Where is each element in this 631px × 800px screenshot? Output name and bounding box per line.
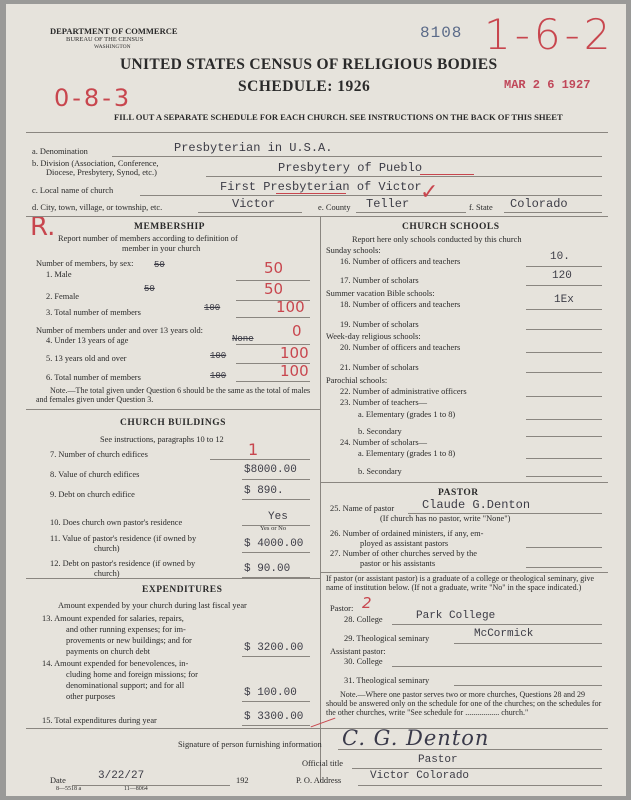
q16-label: 16. Number of officers and teachers	[340, 257, 461, 266]
divider	[26, 578, 320, 579]
weekday-label: Week-day religious schools:	[326, 332, 421, 341]
denomination-value: Presbyterian in U.S.A.	[174, 141, 333, 155]
underline	[356, 212, 466, 213]
underline	[504, 212, 602, 213]
q14-label-2: cluding home and foreign missions; for	[66, 670, 198, 679]
underline	[526, 285, 602, 286]
pastor-mark: 2	[362, 594, 372, 612]
q9-label: 9. Debt on church edifice	[50, 490, 135, 499]
q8-value: $8000.00	[244, 464, 297, 476]
q26-label-2: ployed as assistant pastors	[360, 539, 449, 548]
schools-subtitle: Report here only schools conducted by this church	[352, 235, 522, 244]
underline	[242, 701, 310, 702]
underline	[242, 725, 310, 726]
schedule-title: SCHEDULE: 1926	[238, 78, 371, 95]
q3-label: 3. Total number of members	[46, 308, 141, 317]
underline	[198, 212, 302, 213]
q28-label: 28. College	[344, 615, 383, 624]
q7-value: 1	[248, 440, 259, 459]
q21-label: 21. Number of scholars	[340, 363, 419, 372]
underline	[526, 372, 602, 373]
bureau-label: BUREAU OF THE CENSUS	[66, 36, 144, 43]
division-value: Presbytery of Pueblo	[278, 161, 423, 175]
underline	[242, 479, 310, 480]
state-value: Colorado	[510, 197, 568, 211]
divider	[26, 728, 608, 729]
q20-label: 20. Number of officers and teachers	[340, 343, 461, 352]
po-address-value: Victor Colorado	[370, 770, 470, 782]
underline	[242, 656, 310, 657]
q4-label: 4. Under 13 years of age	[46, 336, 129, 345]
po-address-label: P. O. Address	[296, 776, 342, 785]
q26-label: 26. Number of ordained ministers, if any, em-	[330, 529, 484, 538]
underline	[352, 768, 602, 769]
schools-title: CHURCH SCHOOLS	[402, 222, 500, 232]
expenditures-title: EXPENDITURES	[142, 585, 223, 595]
sunday-label: Sunday schools:	[326, 246, 381, 255]
underline	[392, 624, 602, 625]
q6-original: 100	[210, 371, 227, 381]
red-underline	[276, 193, 346, 194]
q6-label: 6. Total number of members	[46, 373, 141, 382]
q13-label-3: provements or new buildings; and for	[66, 636, 192, 645]
by-sex-label: Number of members, by sex:	[36, 259, 134, 268]
underline	[526, 396, 602, 397]
pastor-label: Pastor:	[330, 604, 354, 613]
city-label: WASHINGTON	[94, 44, 131, 50]
q13-label-2: and other running expenses; for im-	[66, 625, 186, 634]
census-schedule-sheet	[6, 4, 626, 796]
handwritten-r: R.	[30, 212, 56, 242]
underline	[242, 499, 310, 500]
q31-label: 31. Theological seminary	[344, 676, 430, 685]
divider	[26, 409, 320, 410]
signature-label: Signature of person furnishing information	[178, 740, 322, 749]
q1-value: 50	[264, 259, 284, 277]
divider	[320, 482, 608, 483]
q23b-label: b. Secondary	[358, 427, 402, 436]
q13-label-1: 13. Amount expended for salaries, repairs,	[42, 614, 184, 623]
divider	[320, 572, 608, 573]
official-title-label: Official title	[302, 759, 344, 768]
q4-original: None	[232, 334, 254, 344]
underline	[526, 309, 602, 310]
city-value: Victor	[232, 197, 276, 211]
stamp-number: 8108	[420, 24, 463, 42]
q6-value: 100	[280, 362, 309, 380]
q12-label-2: church)	[94, 569, 120, 578]
q23a-label: a. Elementary (grades 1 to 8)	[358, 410, 456, 419]
underline	[526, 352, 602, 353]
underline	[526, 476, 602, 477]
print-code: 11—8064	[124, 786, 148, 792]
q14-label-1: 14. Amount expended for benevolences, in-	[42, 659, 189, 668]
signature: C. G. Denton	[342, 726, 490, 750]
q12-value: $ 90.00	[244, 563, 291, 575]
buildings-subtitle: See instructions, paragraphs 10 to 12	[100, 435, 224, 444]
form-title: UNITED STATES CENSUS OF RELIGIOUS BODIES	[120, 56, 498, 73]
red-check-mark: ✓	[420, 180, 439, 205]
underline	[392, 666, 602, 667]
q11-value: $ 4000.00	[244, 538, 304, 550]
q17-label: 17. Number of scholars	[340, 276, 419, 285]
underline	[526, 329, 602, 330]
underline	[206, 176, 602, 177]
instruction-line: FILL OUT A SEPARATE SCHEDULE FOR EACH CHURCH. SEE INSTRUCTIONS ON THE BACK OF THIS SHEET	[114, 112, 563, 122]
q24-label: 24. Number of scholars—	[340, 438, 427, 447]
q3-value: 100	[276, 298, 305, 316]
handwritten-code-left: 0-8-3	[54, 84, 133, 112]
underline	[526, 567, 602, 568]
q11-label: 11. Value of pastor's residence (if owned by	[50, 534, 197, 543]
parochial-label: Parochial schools:	[326, 376, 388, 385]
q11-label-2: church)	[94, 544, 120, 553]
divider	[26, 216, 608, 217]
q27-label-2: pastor or his assistants	[360, 559, 436, 568]
underline	[526, 436, 602, 437]
q14-label-4: other purposes	[66, 692, 116, 701]
divider	[26, 132, 608, 133]
q8-label: 8. Value of church edifices	[50, 470, 140, 479]
underline	[112, 156, 602, 157]
q5-original: 100	[210, 351, 227, 361]
county-label: e. County	[318, 203, 351, 212]
state-label: f. State	[469, 203, 493, 212]
date-value: 3/22/27	[98, 770, 145, 782]
underline	[210, 459, 310, 460]
underline	[526, 547, 602, 548]
city-label-field: d. City, town, village, or township, etc.	[32, 203, 163, 212]
form-number: 8—5518 a	[56, 786, 82, 792]
underline	[358, 785, 602, 786]
q3-original: 100	[204, 303, 221, 313]
underline	[526, 458, 602, 459]
underline	[236, 317, 310, 318]
q12-label: 12. Debt on pastor's residence (if owned by	[50, 559, 196, 568]
q2-original: 50	[144, 284, 155, 294]
q24b-label: b. Secondary	[358, 467, 402, 476]
division-label-2: Diocese, Presbytery, Synod, etc.)	[46, 168, 157, 177]
red-stroke	[311, 718, 336, 728]
q19-label: 19. Number of scholars	[340, 320, 419, 329]
q1-original: 50	[154, 260, 165, 270]
local-name-label: c. Local name of church	[32, 186, 114, 195]
pastor-title: PASTOR	[438, 488, 479, 498]
q9-value: $ 890.	[244, 485, 284, 497]
underline	[140, 195, 602, 196]
q5-label: 5. 13 years old and over	[46, 354, 127, 363]
q10-label: 10. Does church own pastor's residence	[50, 518, 183, 527]
q16-value: 10.	[550, 251, 570, 263]
q27-label: 27. Number of other churches served by the	[330, 549, 477, 558]
underline	[72, 785, 230, 786]
q30-label: 30. College	[344, 657, 383, 666]
q29-label: 29. Theological seminary	[344, 634, 430, 643]
county-value: Teller	[366, 197, 410, 211]
q28-value: Park College	[416, 610, 496, 622]
q25-sub: (If church has no pastor, write "None")	[380, 514, 511, 523]
date-year: 192	[236, 776, 249, 785]
q15-value: $ 3300.00	[244, 711, 304, 723]
q7-label: 7. Number of church edifices	[50, 450, 148, 459]
membership-subtitle: Report number of members according to definition of	[58, 234, 238, 243]
membership-title: MEMBERSHIP	[134, 222, 205, 232]
membership-subtitle-2: member in your church	[122, 244, 201, 253]
q24a-label: a. Elementary (grades 1 to 8)	[358, 449, 456, 458]
q25-label: 25. Name of pastor	[330, 504, 395, 513]
q25-value: Claude G.Denton	[422, 498, 531, 512]
q29-value: McCormick	[474, 628, 534, 640]
q15-label: 15. Total expenditures during year	[42, 716, 157, 725]
underline	[526, 419, 602, 420]
date-stamp: MAR 2 6 1927	[504, 78, 591, 92]
local-name-value: First Presbyterian of Victor	[220, 180, 422, 194]
handwritten-code-right: 1-6-2	[484, 10, 615, 59]
summer-label: Summer vacation Bible schools:	[326, 289, 435, 298]
underline	[454, 685, 602, 686]
q14-label-3: denominational support; and for all	[66, 681, 185, 690]
underline	[454, 643, 602, 644]
q23-label: 23. Number of teachers—	[340, 398, 427, 407]
underline	[236, 381, 310, 382]
department-label: DEPARTMENT OF COMMERCE	[50, 26, 178, 36]
q10-value: Yes	[268, 511, 288, 523]
q13-value: $ 3200.00	[244, 642, 304, 654]
q2-value: 50	[264, 280, 284, 298]
underline	[242, 552, 310, 553]
q2-label: 2. Female	[46, 292, 80, 301]
membership-note: Note.—The total given under Question 6 should be the same as the total of males and females given under Question 3.	[36, 386, 311, 404]
pastor-note: Note.—Where one pastor serves two or more churches, Questions 28 and 29 should be answered only on the schedule for one of the churches; on the schedules for the other churches, write "See schedule for ................. church."	[326, 690, 602, 717]
division-label: b. Division (Association, Conference,	[32, 159, 159, 168]
q4-value: 0	[292, 322, 302, 340]
expenditures-subtitle: Amount expended by your church during last fiscal year	[58, 601, 247, 610]
denomination-label: a. Denomination	[32, 147, 88, 156]
red-underline	[420, 174, 474, 175]
q5-value: 100	[280, 344, 309, 362]
q22-label: 22. Number of administrative officers	[340, 387, 467, 396]
q10-sub: Yes or No	[260, 525, 287, 532]
graduate-note: If pastor (or assistant pastor) is a graduate of a college or theological seminary, give name of institution below. (If not a graduate, write "No" in the space indicated.)	[326, 574, 595, 592]
q18-label: 18. Number of officers and teachers	[340, 300, 461, 309]
underline	[526, 266, 602, 267]
column-divider	[320, 216, 321, 782]
buildings-title: CHURCH BUILDINGS	[120, 418, 226, 428]
q18-value: 1Ex	[554, 294, 574, 306]
age-label: Number of members under and over 13 years old:	[36, 326, 203, 335]
q13-label-4: payments on church debt	[66, 647, 150, 656]
q14-value: $ 100.00	[244, 687, 297, 699]
assistant-label: Assistant pastor:	[330, 647, 386, 656]
official-title-value: Pastor	[418, 754, 458, 766]
q17-value: 120	[552, 270, 572, 282]
date-label: Date	[50, 776, 66, 785]
q1-label: 1. Male	[46, 270, 72, 279]
